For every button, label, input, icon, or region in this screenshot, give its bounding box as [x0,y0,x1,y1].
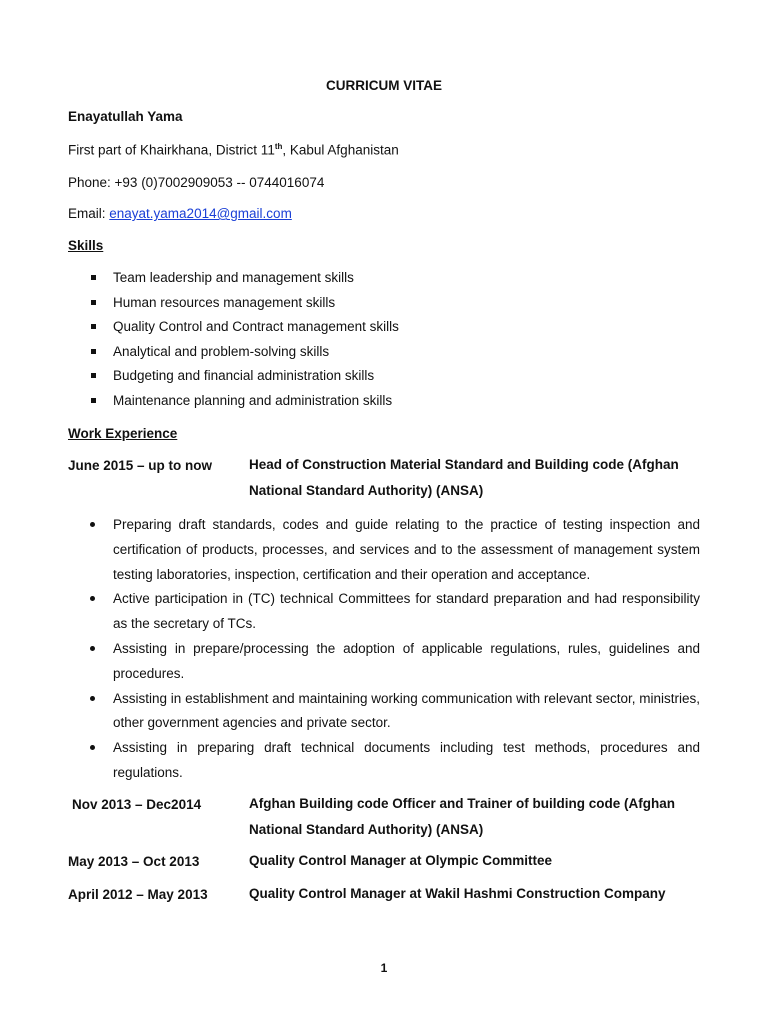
duty-text: Assisting in preparing draft technical documents including test methods, procedures and regulations. [113,740,700,780]
duty-text: Assisting in prepare/processing the adoption of applicable regulations, rules, guidelines and procedures. [113,640,700,681]
email-link[interactable]: enayat.yama2014@gmail.com [109,206,292,221]
duty-text: Assisting in establishment and maintaining working communication with relevant sector, ministries, other government agencies and private sector. [113,690,700,731]
skills-list [68,268,399,416]
job-role: Afghan Building code Officer and Trainer of building code (Afghan National Standard Authority) (ANSA) [249,796,676,837]
job-role: Quality Control Manager at Wakil Hashmi Construction Company [249,886,666,901]
job-date: April 2012 – May 2013 [68,887,208,902]
skill-text: Team leadership and management skills [113,270,354,285]
duty-text: Active participation in (TC) technical Committees for standard preparation and had responsibility as the secretary of TCs. [113,591,700,632]
skill-text: Budgeting and financial administration skills [113,368,375,384]
square-bullet-icon [91,324,96,329]
list-item [68,391,399,416]
list-item [68,587,700,637]
list-item [68,513,700,587]
square-bullet-icon [91,275,96,280]
list-item [68,317,399,342]
work-experience-heading: Work Experience [68,426,178,441]
skill-text: Maintenance planning and administration skills [113,392,393,408]
list-item [68,342,399,367]
candidate-name: Enayatullah Yama [68,109,183,124]
skill-text: Analytical and problem-solving skills [113,343,330,359]
square-bullet-icon [91,349,96,354]
round-bullet-icon [90,696,95,701]
round-bullet-icon [90,745,95,750]
phone-line: Phone: +93 (0)7002909053 -- 0744016074 [68,175,325,190]
address-superscript: th [274,142,283,151]
round-bullet-icon [90,646,95,651]
square-bullet-icon [91,373,96,378]
address-tail: , Kabul Afghanistan [282,142,399,158]
email-line [68,206,292,221]
list-item [68,637,700,687]
document-title: CURRICUM VITAE [326,78,442,93]
page-number: 1 [380,961,388,975]
square-bullet-icon [91,398,96,403]
skill-text: Human resources management skills [113,294,336,310]
list-item [68,293,399,318]
round-bullet-icon [90,596,95,601]
list-item [68,366,399,391]
round-bullet-icon [90,522,95,527]
address-line [68,142,399,158]
duties-list [68,513,700,786]
email-label: Email: [68,206,110,221]
skills-heading: Skills [68,238,104,253]
square-bullet-icon [91,300,96,305]
job-role: Quality Control Manager at Olympic Committee [249,853,553,868]
job-role: Head of Construction Material Standard and Building code (Afghan National Standard Authority) (ANSA) [249,457,679,498]
skill-text: Quality Control and Contract management skills [113,319,399,335]
list-item [68,268,399,293]
list-item [68,736,700,786]
job-date: June 2015 – up to now [68,458,213,473]
list-item [68,687,700,737]
duty-text: Preparing draft standards, codes and guide relating to the practice of testing inspection and certification of products, processes, and services and to the assessment of management system testing laboratories, inspection, certification and their operation and acceptance. [113,517,700,582]
job-date: May 2013 – Oct 2013 [68,854,200,869]
job-date: Nov 2013 – Dec2014 [72,797,202,812]
address-main: First part of Khairkhana, District 11 [68,142,275,158]
